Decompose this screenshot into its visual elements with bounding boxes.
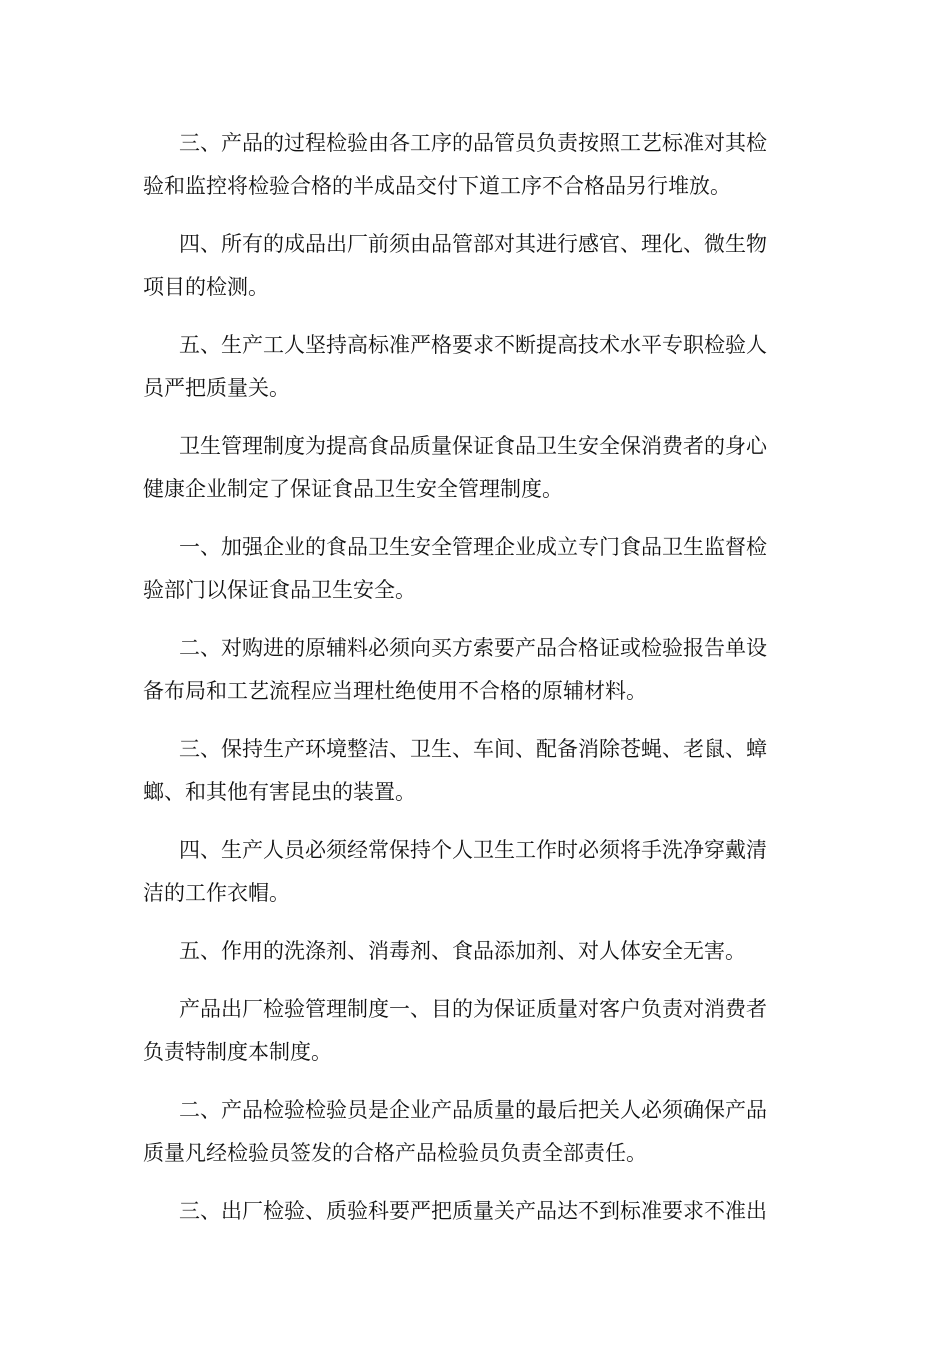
paragraph-additives: 五、作用的洗涤剂、消毒剂、食品添加剂、对人体安全无害。 — [179, 939, 746, 963]
paragraph-hygiene-supervision: 一、加强企业的食品卫生安全管理企业成立专门食品卫生监督检验部门以保证食品卫生安全。 — [143, 535, 767, 602]
paragraph-environment: 三、保持生产环境整洁、卫生、车间、配备消除苍蝇、老鼠、蟑螂、和其他有害昆虫的装置。 — [143, 737, 767, 804]
paragraph-worker-standards: 五、生产工人坚持高标准严格要求不断提高技术水平专职检验人员严把质量关。 — [143, 333, 767, 400]
paragraph-raw-materials: 二、对购进的原辅料必须向买方索要产品合格证或检验报告单设备布局和工艺流程应当理杜绝使用不合格的原辅材料。 — [143, 636, 767, 703]
paragraph-finished-product-testing: 四、所有的成品出厂前须由品管部对其进行感官、理化、微生物项目的检测。 — [143, 232, 767, 299]
paragraph-release-inspection-intro: 产品出厂检验管理制度一、目的为保证质量对客户负责对消费者负责特制度本制度。 — [143, 997, 767, 1064]
paragraph-release-check: 三、出厂检验、质验科要严把质量关产品达不到标准要求不准出 — [179, 1199, 767, 1223]
paragraph-inspector-responsibility: 二、产品检验检验员是企业产品质量的最后把关人必须确保产品质量凡经检验员签发的合格产品检验员负责全部责任。 — [143, 1098, 767, 1165]
paragraph-hygiene-policy-intro: 卫生管理制度为提高食品质量保证食品卫生安全保消费者的身心健康企业制定了保证食品卫生安全管理制度。 — [143, 434, 767, 501]
paragraph-personal-hygiene: 四、生产人员必须经常保持个人卫生工作时必须将手洗净穿戴清洁的工作衣帽。 — [143, 838, 767, 905]
document-body — [143, 122, 767, 1248]
paragraph-process-inspection: 三、产品的过程检验由各工序的品管员负责按照工艺标准对其检验和监控将检验合格的半成品交付下道工序不合格品另行堆放。 — [143, 131, 767, 198]
